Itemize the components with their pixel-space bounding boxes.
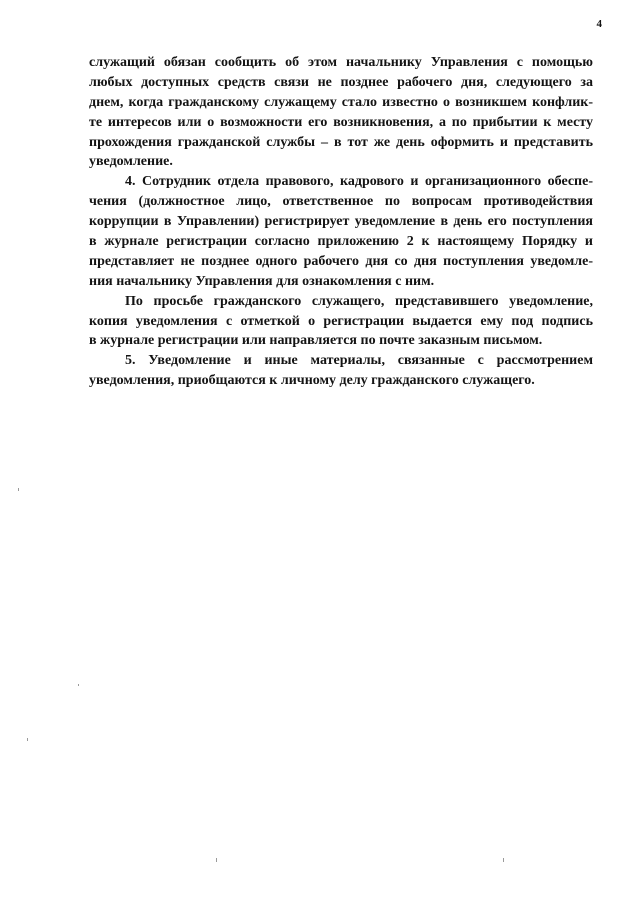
- scan-speck: [27, 738, 28, 741]
- paragraph-3: [89, 292, 593, 352]
- text-line: ния начальнику Управления для ознакомления с ним.: [89, 273, 435, 289]
- text-line: 5. Уведомление и иные материалы, связанные с рассмотрением: [125, 353, 593, 369]
- paragraph-1: [89, 53, 593, 172]
- text-line: служащий обязан сообщить об этом начальнику Управления с помощью: [89, 55, 593, 70]
- scan-speck: [78, 684, 79, 686]
- scan-speck: [216, 858, 217, 862]
- text-line: 4. Сотрудник отдела правового, кадрового и организационного обеспе-: [125, 174, 593, 190]
- text-line: По просьбе гражданского служащего, представившего уведомление,: [125, 293, 593, 309]
- text-line: уведомление.: [89, 154, 173, 170]
- text-line: в журнале регистрации или направляется по почте заказным письмом.: [89, 333, 543, 349]
- scan-speck: [503, 858, 504, 862]
- text-line: в журнале регистрации согласно приложению 2 к настоящему Порядку и: [89, 234, 593, 250]
- paragraph-2: [89, 172, 593, 291]
- text-line: прохождения гражданской службы – в тот же день оформить и представить: [89, 134, 593, 150]
- text-line: коррупции в Управлении) регистрирует уведомление в день его поступления: [89, 214, 593, 230]
- text-line: представляет не позднее одного рабочего дня со дня поступления уведомле-: [89, 253, 593, 269]
- page-number: 4: [596, 18, 602, 30]
- text-line: те интересов или о возможности его возникновения, а по прибытии к месту: [89, 114, 593, 130]
- scan-speck: [18, 488, 19, 491]
- text-line: чения (должностное лицо, ответственное по вопросам противодействия: [89, 194, 593, 210]
- text-line: днем, когда гражданскому служащему стало известно о возникшем конфлик-: [89, 94, 593, 110]
- text-line: копия уведомления с отметкой о регистрации выдается ему под подпись: [89, 313, 593, 329]
- text-line: уведомления, приобщаются к личному делу гражданского служащего.: [89, 373, 535, 389]
- document-body: [89, 53, 593, 391]
- paragraph-4: [89, 351, 593, 391]
- text-line: любых доступных средств связи не позднее рабочего дня, следующего за: [89, 74, 593, 90]
